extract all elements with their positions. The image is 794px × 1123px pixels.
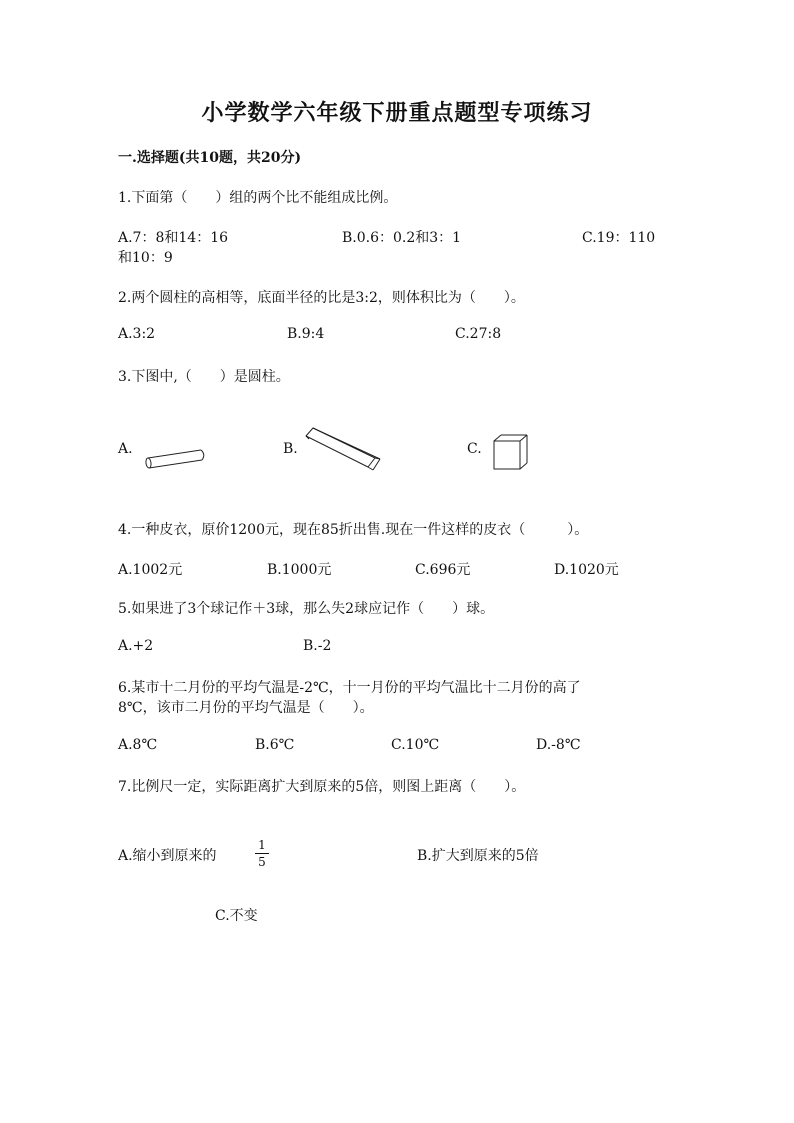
question-2-option-c: C.27:8 [455,326,502,342]
question-7-stem: 7.比例尺一定，实际距离扩大到原来的5倍，则图上距离（ ）。 [118,779,526,795]
question-4-option-b: B.1000元 [267,562,332,578]
triangular-prism-icon [300,424,385,474]
question-3-stem: 3.下图中,（ ）是圆柱。 [118,369,290,385]
section-heading: 一.选择题(共10题，共20分) [118,150,302,166]
question-4-option-c: C.696元 [415,562,471,578]
question-3-option-b: B. [283,441,298,457]
question-7-option-a: A.缩小到原来的 [118,848,217,864]
fraction-numerator: 1 [258,838,266,852]
question-2-option-b: B.9:4 [287,326,325,342]
fraction-one-fifth [255,838,269,869]
question-6-stem-line-2: 8℃，该市二月份的平均气温是（ ）。 [118,700,374,716]
question-4-option-a: A.1002元 [118,562,183,578]
question-1-option-a: A.7：8和14：16 [118,230,229,246]
question-6-option-d: D.-8℃ [536,737,581,753]
question-5-option-a: A.+2 [118,638,154,654]
fraction-denominator: 5 [258,855,266,869]
question-7-option-b: B.扩大到原来的5倍 [417,848,539,864]
question-7-option-c: C.不变 [215,908,258,924]
question-6-option-a: A.8℃ [118,737,158,753]
question-1-option-c-continued: 和10：9 [118,250,173,266]
question-4-option-d: D.1020元 [554,562,619,578]
question-2-stem: 2.两个圆柱的高相等，底面半径的比是3:2，则体积比为（ ）。 [118,290,525,306]
question-2-option-a: A.3:2 [118,326,156,342]
fraction-bar [255,853,269,854]
question-6-stem-line-1: 6.某市十二月份的平均气温是-2℃，十一月份的平均气温比十二月份的高了 [118,680,581,696]
question-6-option-c: C.10℃ [391,737,440,753]
cylinder-rod-icon [140,446,210,476]
question-1-option-b: B.0.6：0.2和3：1 [342,230,462,246]
question-6-option-b: B.6℃ [255,737,295,753]
question-5-stem: 5.如果进了3个球记作＋3球，那么失2球应记作（ ）球。 [118,601,495,617]
question-3-option-c: C. [467,441,482,457]
cube-icon [490,432,532,474]
question-3-option-a: A. [118,441,133,457]
question-1-option-c: C.19：110 [582,230,656,246]
page-title: 小学数学六年级下册重点题型专项练习 [201,100,593,126]
question-1-stem: 1.下面第（ ）组的两个比不能组成比例。 [118,190,398,206]
question-4-stem: 4.一种皮衣，原价1200元，现在85折出售.现在一件这样的皮衣（ ）。 [118,522,589,538]
question-5-option-b: B.-2 [303,638,332,654]
